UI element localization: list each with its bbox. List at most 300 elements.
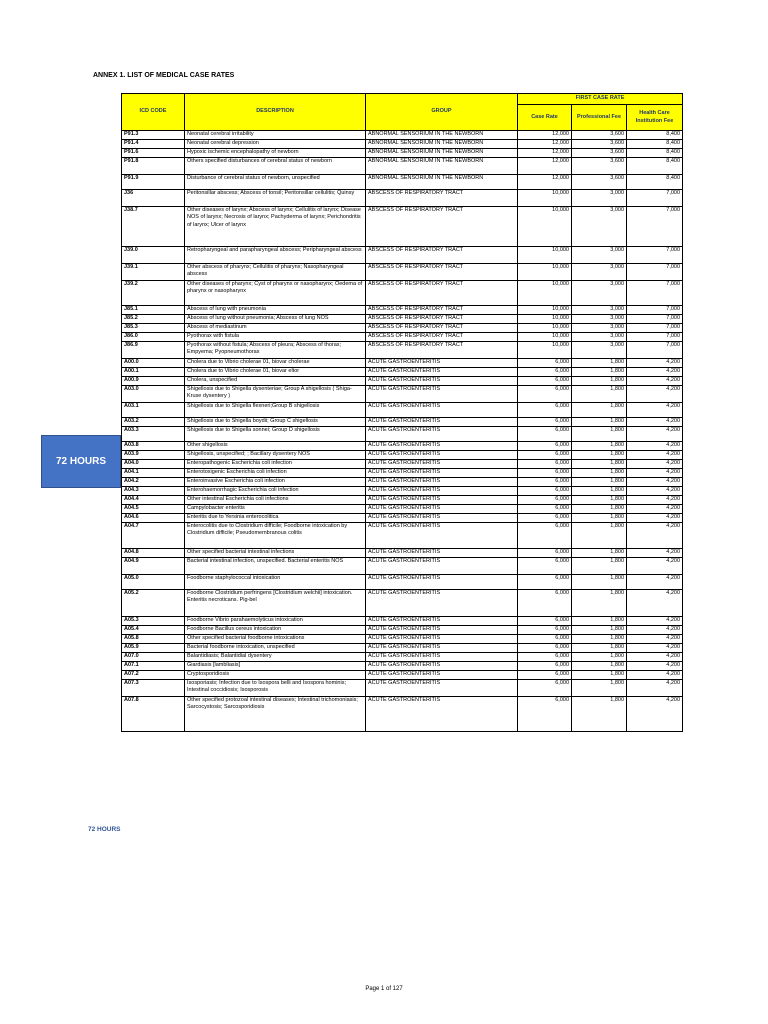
table-row [122, 653, 683, 662]
professional-fee-cell: 3,000 [572, 315, 627, 324]
case-rate-cell: 6,000 [518, 418, 572, 427]
case-rate-cell: 6,000 [518, 460, 572, 469]
icd-code-cell: J86.9 [122, 342, 185, 359]
group-cell: ABSCESS OF RESPIRATORY TRACT [366, 306, 518, 315]
group-cell: ACUTE GASTROENTERITIS [366, 469, 518, 478]
case-rate-cell: 6,000 [518, 644, 572, 653]
case-rate-cell: 6,000 [518, 377, 572, 386]
icd-code-cell: A00.1 [122, 368, 185, 377]
case-rate-cell: 6,000 [518, 505, 572, 514]
icd-code-cell: A03.2 [122, 418, 185, 427]
group-cell: ACUTE GASTROENTERITIS [366, 451, 518, 460]
icd-code-cell: A03.9 [122, 451, 185, 460]
description-cell: Enterotoxigenic Escherichia coli infection [185, 469, 366, 478]
table-row [122, 149, 683, 158]
professional-fee-cell: 1,800 [572, 442, 627, 451]
case-rate-cell: 6,000 [518, 451, 572, 460]
professional-fee-cell: 1,800 [572, 523, 627, 549]
description-cell: Foodborne Bacillus cereus intoxication [185, 626, 366, 635]
hci-fee-cell: 7,000 [627, 264, 683, 281]
description-cell: Other specified bacterial foodborne intoxications [185, 635, 366, 644]
table-row [122, 264, 683, 281]
group-cell: ACUTE GASTROENTERITIS [366, 635, 518, 644]
description-cell: Enterohaemorrhagic Escherichia coli infection [185, 487, 366, 496]
table-row [122, 315, 683, 324]
description-cell: Peritonsillar abscess; Abscess of tonsil; Peritonsillar cellulitis; Quinsy [185, 190, 366, 207]
hci-fee-cell: 4,200 [627, 590, 683, 617]
description-cell: Enteropathogenic Escherichia coli infection [185, 460, 366, 469]
description-cell: Giardiasis [lambliasis] [185, 662, 366, 671]
group-cell: ABSCESS OF RESPIRATORY TRACT [366, 207, 518, 247]
group-cell: ABSCESS OF RESPIRATORY TRACT [366, 324, 518, 333]
annex-title: ANNEX 1. LIST OF MEDICAL CASE RATES [93, 72, 235, 79]
description-cell: Shigellosis due to Shigella sonnei; Group D shigellosis [185, 427, 366, 442]
professional-fee-cell: 3,000 [572, 342, 627, 359]
description-cell: Retropharyngeal and parapharyngeal abscess; Peripharyngeal abscess [185, 247, 366, 264]
icd-code-cell: A05.4 [122, 626, 185, 635]
table-row [122, 558, 683, 575]
hci-fee-cell: 4,200 [627, 451, 683, 460]
case-rate-cell: 6,000 [518, 469, 572, 478]
professional-fee-cell: 1,800 [572, 626, 627, 635]
description-cell: Cholera due to Vibrio cholerae 01, biovar eltor [185, 368, 366, 377]
professional-fee-cell: 1,800 [572, 478, 627, 487]
table-row [122, 496, 683, 505]
description-cell: Other diseases of larynx; Abscess of larynx; Cellulitis of larynx; Disease NOS of larynx; Necrosis of larynx; Pachyderma of larynx; Perichondritis of larynx; Ulcer of larynx [185, 207, 366, 247]
group-cell: ABSCESS OF RESPIRATORY TRACT [366, 264, 518, 281]
case-rate-cell: 6,000 [518, 523, 572, 549]
group-cell: ABSCESS OF RESPIRATORY TRACT [366, 190, 518, 207]
group-cell: ACUTE GASTROENTERITIS [366, 575, 518, 590]
table-row [122, 368, 683, 377]
table-row [122, 442, 683, 451]
icd-code-cell: A04.1 [122, 469, 185, 478]
icd-code-cell: A07.3 [122, 680, 185, 697]
icd-code-cell: A00.0 [122, 359, 185, 368]
icd-code-cell: A05.2 [122, 590, 185, 617]
table-row [122, 626, 683, 635]
table-row [122, 175, 683, 190]
hci-fee-cell: 7,000 [627, 207, 683, 247]
hci-fee-cell: 4,200 [627, 514, 683, 523]
hci-fee-cell: 8,400 [627, 140, 683, 149]
table-row [122, 575, 683, 590]
hci-fee-cell: 4,200 [627, 662, 683, 671]
table-row [122, 523, 683, 549]
professional-fee-cell: 1,800 [572, 460, 627, 469]
group-cell: ABSCESS OF RESPIRATORY TRACT [366, 247, 518, 264]
group-cell: ACUTE GASTROENTERITIS [366, 418, 518, 427]
group-cell: ACUTE GASTROENTERITIS [366, 662, 518, 671]
description-cell: Other diseases of pharynx; Cyst of pharynx or nasopharynx; Oedema of pharynx or nasopharynx [185, 281, 366, 306]
professional-fee-cell: 3,000 [572, 247, 627, 264]
description-cell: Cholera due to Vibrio cholerae 01, biovar cholerae [185, 359, 366, 368]
case-rate-cell: 6,000 [518, 514, 572, 523]
icd-code-cell: P91.4 [122, 140, 185, 149]
hci-fee-cell: 8,400 [627, 175, 683, 190]
professional-fee-cell: 1,800 [572, 653, 627, 662]
hci-fee-cell: 7,000 [627, 333, 683, 342]
professional-fee-cell: 1,800 [572, 403, 627, 418]
case-rate-cell: 6,000 [518, 653, 572, 662]
icd-code-cell: J39.2 [122, 281, 185, 306]
group-cell: ABNORMAL SENSORIUM IN THE NEWBORN [366, 131, 518, 140]
professional-fee-cell: 1,800 [572, 368, 627, 377]
professional-fee-cell: 1,800 [572, 617, 627, 626]
professional-fee-cell: 1,800 [572, 377, 627, 386]
description-cell: Other shigellosis [185, 442, 366, 451]
icd-code-cell: P91.8 [122, 158, 185, 175]
case-rate-cell: 6,000 [518, 590, 572, 617]
case-rate-cell: 6,000 [518, 487, 572, 496]
group-cell: ACUTE GASTROENTERITIS [366, 487, 518, 496]
group-cell: ACUTE GASTROENTERITIS [366, 697, 518, 732]
hci-fee-cell: 4,200 [627, 386, 683, 403]
hci-fee-cell: 4,200 [627, 403, 683, 418]
table-row [122, 460, 683, 469]
professional-fee-cell: 1,800 [572, 487, 627, 496]
group-cell: ACUTE GASTROENTERITIS [366, 386, 518, 403]
description-header: DESCRIPTION [185, 94, 366, 131]
icd-code-cell: J85.2 [122, 315, 185, 324]
description-cell: Neonatal cerebral depression [185, 140, 366, 149]
case-rate-header: Case Rate [518, 105, 572, 131]
icd-code-cell: A03.0 [122, 386, 185, 403]
table-row [122, 207, 683, 247]
table-row [122, 549, 683, 558]
professional-fee-cell: 3,000 [572, 207, 627, 247]
table-row [122, 342, 683, 359]
first-case-rate-header: FIRST CASE RATE [518, 94, 683, 105]
description-cell: Pyothorax with fistula [185, 333, 366, 342]
table-row [122, 386, 683, 403]
hci-fee-cell: 4,200 [627, 427, 683, 442]
table-row [122, 635, 683, 644]
case-rate-cell: 10,000 [518, 333, 572, 342]
description-cell: Abscess of lung without pneumonia; Abscess of lung NOS [185, 315, 366, 324]
case-rate-cell: 6,000 [518, 680, 572, 697]
case-rate-cell: 10,000 [518, 306, 572, 315]
icd-code-cell: A07.0 [122, 653, 185, 662]
hci-fee-cell: 7,000 [627, 315, 683, 324]
case-rate-cell: 6,000 [518, 697, 572, 732]
icd-code-cell: J39.0 [122, 247, 185, 264]
icd-code-cell: J36 [122, 190, 185, 207]
description-cell: Other intestinal Escherichia coli infections [185, 496, 366, 505]
hci-fee-cell: 4,200 [627, 549, 683, 558]
hci-fee-cell: 4,200 [627, 626, 683, 635]
table-row [122, 359, 683, 368]
case-rate-cell: 12,000 [518, 131, 572, 140]
professional-fee-cell: 1,800 [572, 359, 627, 368]
icd-code-cell: A04.2 [122, 478, 185, 487]
professional-fee-cell: 1,800 [572, 514, 627, 523]
table-row [122, 403, 683, 418]
case-rate-cell: 6,000 [518, 558, 572, 575]
professional-fee-cell: 1,800 [572, 644, 627, 653]
group-cell: ACUTE GASTROENTERITIS [366, 523, 518, 549]
case-rate-cell: 6,000 [518, 386, 572, 403]
description-cell: Pyothorax without fistula; Abscess of pleura; Abscess of thorax; Empyema; Pyopneumothorax [185, 342, 366, 359]
icd-code-cell: A03.1 [122, 403, 185, 418]
group-cell: ABSCESS OF RESPIRATORY TRACT [366, 333, 518, 342]
hci-fee-cell: 4,200 [627, 469, 683, 478]
icd-code-cell: A04.4 [122, 496, 185, 505]
table-row [122, 324, 683, 333]
group-cell: ACUTE GASTROENTERITIS [366, 653, 518, 662]
group-cell: ABNORMAL SENSORIUM IN THE NEWBORN [366, 175, 518, 190]
hci-fee-cell: 4,200 [627, 680, 683, 697]
professional-fee-cell: 3,600 [572, 149, 627, 158]
hci-fee-cell: 4,200 [627, 558, 683, 575]
case-rate-cell: 6,000 [518, 496, 572, 505]
table-row [122, 281, 683, 306]
page-footer: Page 1 of 127 [365, 986, 403, 992]
icd-code-cell: J85.3 [122, 324, 185, 333]
professional-fee-cell: 1,800 [572, 505, 627, 514]
hours-badge: 72 HOURS [41, 435, 121, 488]
description-cell: Foodborne Clostridium perfringens [Clostridium welchii] intoxication. Enteritis necroticans. Pig-bel [185, 590, 366, 617]
description-cell: Balantidiasis; Balantidial dysentery [185, 653, 366, 662]
icd-code-header: ICD CODE [122, 94, 185, 131]
group-cell: ACUTE GASTROENTERITIS [366, 496, 518, 505]
hci-fee-cell: 4,200 [627, 487, 683, 496]
case-rate-cell: 6,000 [518, 549, 572, 558]
table-row [122, 306, 683, 315]
description-cell: Shigellosis due to Shigella flexneri;Group B shigellosis [185, 403, 366, 418]
case-rate-cell: 12,000 [518, 140, 572, 149]
professional-fee-header: Professional Fee [572, 105, 627, 131]
hci-fee-cell: 4,200 [627, 635, 683, 644]
professional-fee-cell: 1,800 [572, 575, 627, 590]
description-cell: Disturbance of cerebral status of newborn, unspecified [185, 175, 366, 190]
professional-fee-cell: 1,800 [572, 680, 627, 697]
case-rate-cell: 6,000 [518, 671, 572, 680]
professional-fee-cell: 1,800 [572, 671, 627, 680]
description-cell: Foodborne Vibrio parahaemolyticus intoxication [185, 617, 366, 626]
description-cell: Enteritis due to Yersinia enterocolitica [185, 514, 366, 523]
icd-code-cell: A07.2 [122, 671, 185, 680]
icd-code-cell: A04.0 [122, 460, 185, 469]
hci-fee-cell: 7,000 [627, 324, 683, 333]
case-rate-cell: 6,000 [518, 662, 572, 671]
group-cell: ABNORMAL SENSORIUM IN THE NEWBORN [366, 140, 518, 149]
case-rate-cell: 6,000 [518, 359, 572, 368]
professional-fee-cell: 1,800 [572, 418, 627, 427]
case-rate-cell: 12,000 [518, 149, 572, 158]
icd-code-cell: A04.5 [122, 505, 185, 514]
icd-code-cell: A04.9 [122, 558, 185, 575]
table-row [122, 418, 683, 427]
description-cell: Campylobacter enteritis [185, 505, 366, 514]
table-row [122, 590, 683, 617]
professional-fee-cell: 3,000 [572, 264, 627, 281]
description-cell: Bacterial intestinal infection, unspecified. Bacterial enteritis NOS [185, 558, 366, 575]
table-row [122, 697, 683, 732]
icd-code-cell: A03.3 [122, 427, 185, 442]
description-cell: Neonatal cerebral irritability [185, 131, 366, 140]
case-rate-cell: 6,000 [518, 626, 572, 635]
hci-fee-cell: 4,200 [627, 460, 683, 469]
group-cell: ABSCESS OF RESPIRATORY TRACT [366, 342, 518, 359]
professional-fee-cell: 1,800 [572, 590, 627, 617]
icd-code-cell: A04.6 [122, 514, 185, 523]
case-rate-cell: 12,000 [518, 158, 572, 175]
hci-fee-cell: 4,200 [627, 368, 683, 377]
group-cell: ACUTE GASTROENTERITIS [366, 680, 518, 697]
professional-fee-cell: 3,000 [572, 324, 627, 333]
hci-fee-cell: 7,000 [627, 190, 683, 207]
hci-fee-cell: 7,000 [627, 281, 683, 306]
hci-fee-cell: 4,200 [627, 478, 683, 487]
case-rate-cell: 10,000 [518, 247, 572, 264]
hci-fee-cell: 8,400 [627, 131, 683, 140]
hci-fee-cell: 4,200 [627, 496, 683, 505]
table-row [122, 478, 683, 487]
case-rate-cell: 6,000 [518, 635, 572, 644]
icd-code-cell: A07.1 [122, 662, 185, 671]
table-row [122, 190, 683, 207]
description-cell: Cholera, unspecified [185, 377, 366, 386]
description-cell: Cryptosporidiosis [185, 671, 366, 680]
hci-fee-cell: 7,000 [627, 342, 683, 359]
hci-fee-cell: 4,200 [627, 575, 683, 590]
case-rate-cell: 6,000 [518, 617, 572, 626]
table-row [122, 469, 683, 478]
description-cell: Shigellosis due to Shigella dysenteriae; Group A shigellosis ( Shiga-Kruse dysentery ) [185, 386, 366, 403]
group-cell: ACUTE GASTROENTERITIS [366, 626, 518, 635]
group-header: GROUP [366, 94, 518, 131]
icd-code-cell: A05.0 [122, 575, 185, 590]
hci-fee-cell: 4,200 [627, 697, 683, 732]
description-cell: Other specified protozoal intestinal diseases; Intestinal trichomoniasis; Sarcocystosis; Sarcosporidiosis [185, 697, 366, 732]
case-rate-cell: 10,000 [518, 324, 572, 333]
hci-fee-cell: 4,200 [627, 617, 683, 626]
table-row [122, 487, 683, 496]
professional-fee-cell: 1,800 [572, 549, 627, 558]
group-cell: ACUTE GASTROENTERITIS [366, 590, 518, 617]
hci-fee-cell: 4,200 [627, 359, 683, 368]
icd-code-cell: A00.9 [122, 377, 185, 386]
group-cell: ACUTE GASTROENTERITIS [366, 460, 518, 469]
case-rate-cell: 6,000 [518, 442, 572, 451]
icd-code-cell: A04.7 [122, 523, 185, 549]
professional-fee-cell: 3,000 [572, 333, 627, 342]
table-row [122, 617, 683, 626]
case-rate-cell: 6,000 [518, 403, 572, 418]
icd-code-cell: A04.3 [122, 487, 185, 496]
case-rate-cell: 6,000 [518, 478, 572, 487]
group-cell: ACUTE GASTROENTERITIS [366, 377, 518, 386]
group-cell: ACUTE GASTROENTERITIS [366, 478, 518, 487]
professional-fee-cell: 3,000 [572, 190, 627, 207]
hci-fee-cell: 7,000 [627, 247, 683, 264]
description-cell: Bacterial foodborne intoxication, unspecified [185, 644, 366, 653]
hours-side-label: 72 HOURS [88, 826, 121, 833]
table-row [122, 158, 683, 175]
professional-fee-cell: 1,800 [572, 662, 627, 671]
case-rate-cell: 6,000 [518, 575, 572, 590]
professional-fee-cell: 3,600 [572, 140, 627, 149]
hci-fee-cell: 8,400 [627, 149, 683, 158]
group-cell: ABSCESS OF RESPIRATORY TRACT [366, 281, 518, 306]
group-cell: ABNORMAL SENSORIUM IN THE NEWBORN [366, 149, 518, 158]
professional-fee-cell: 1,800 [572, 427, 627, 442]
professional-fee-cell: 3,600 [572, 158, 627, 175]
description-cell: Abscess of mediastinum [185, 324, 366, 333]
hci-fee-cell: 4,200 [627, 418, 683, 427]
icd-code-cell: J38.7 [122, 207, 185, 247]
icd-code-cell: A05.3 [122, 617, 185, 626]
group-cell: ACUTE GASTROENTERITIS [366, 644, 518, 653]
professional-fee-cell: 3,000 [572, 306, 627, 315]
group-cell: ACUTE GASTROENTERITIS [366, 558, 518, 575]
description-cell: Enterocolitis due to Clostridium difficile; Foodborne intoxication by Clostridium difficile; Pseudomembranous colitis [185, 523, 366, 549]
description-cell: Isosporiasis; Infection due to Isospora belli and Isospora hominis; Intestinal coccidiosis; Isosporosis [185, 680, 366, 697]
icd-code-cell: P91.6 [122, 149, 185, 158]
table-row [122, 247, 683, 264]
group-cell: ACUTE GASTROENTERITIS [366, 359, 518, 368]
case-rate-cell: 10,000 [518, 264, 572, 281]
icd-code-cell: A04.8 [122, 549, 185, 558]
table-row [122, 662, 683, 671]
hci-fee-cell: 8,400 [627, 158, 683, 175]
table-row [122, 680, 683, 697]
group-cell: ABSCESS OF RESPIRATORY TRACT [366, 315, 518, 324]
hci-fee-cell: 4,200 [627, 653, 683, 662]
group-cell: ACUTE GASTROENTERITIS [366, 514, 518, 523]
icd-code-cell: J86.0 [122, 333, 185, 342]
case-rate-cell: 10,000 [518, 315, 572, 324]
table-row [122, 505, 683, 514]
hci-fee-cell: 4,200 [627, 671, 683, 680]
professional-fee-cell: 3,600 [572, 131, 627, 140]
professional-fee-cell: 1,800 [572, 697, 627, 732]
case-rate-cell: 10,000 [518, 207, 572, 247]
table-row [122, 377, 683, 386]
case-rates-body [122, 131, 683, 732]
hci-fee-cell: 4,200 [627, 377, 683, 386]
description-cell: Other abscess of pharynx; Cellulitis of pharynx; Nasopharyngeal abscess [185, 264, 366, 281]
professional-fee-cell: 1,800 [572, 558, 627, 575]
hci-fee-cell: 4,200 [627, 523, 683, 549]
description-cell: Foodborne staphylococcal intoxication [185, 575, 366, 590]
icd-code-cell: P91.3 [122, 131, 185, 140]
description-cell: Others specified disturbances of cerebral status of newborn [185, 158, 366, 175]
table-row [122, 333, 683, 342]
case-rate-cell: 10,000 [518, 190, 572, 207]
description-cell: Enteroinvasive Escherichia coli infection [185, 478, 366, 487]
icd-code-cell: P91.9 [122, 175, 185, 190]
professional-fee-cell: 1,800 [572, 451, 627, 460]
case-rate-cell: 12,000 [518, 175, 572, 190]
icd-code-cell: A05.8 [122, 635, 185, 644]
hci-fee-cell: 4,200 [627, 505, 683, 514]
group-cell: ACUTE GASTROENTERITIS [366, 403, 518, 418]
description-cell: Shigellosis, unspecified; ; Bacillary dysentery NOS [185, 451, 366, 460]
table-row [122, 671, 683, 680]
case-rate-cell: 6,000 [518, 427, 572, 442]
case-rate-cell: 10,000 [518, 281, 572, 306]
hci-fee-cell: 7,000 [627, 306, 683, 315]
icd-code-cell: A07.8 [122, 697, 185, 732]
icd-code-cell: A05.9 [122, 644, 185, 653]
group-cell: ACUTE GASTROENTERITIS [366, 442, 518, 451]
table-row [122, 140, 683, 149]
group-cell: ACUTE GASTROENTERITIS [366, 505, 518, 514]
case-rate-cell: 6,000 [518, 368, 572, 377]
description-cell: Hypoxic ischemic encephalopathy of newborn [185, 149, 366, 158]
